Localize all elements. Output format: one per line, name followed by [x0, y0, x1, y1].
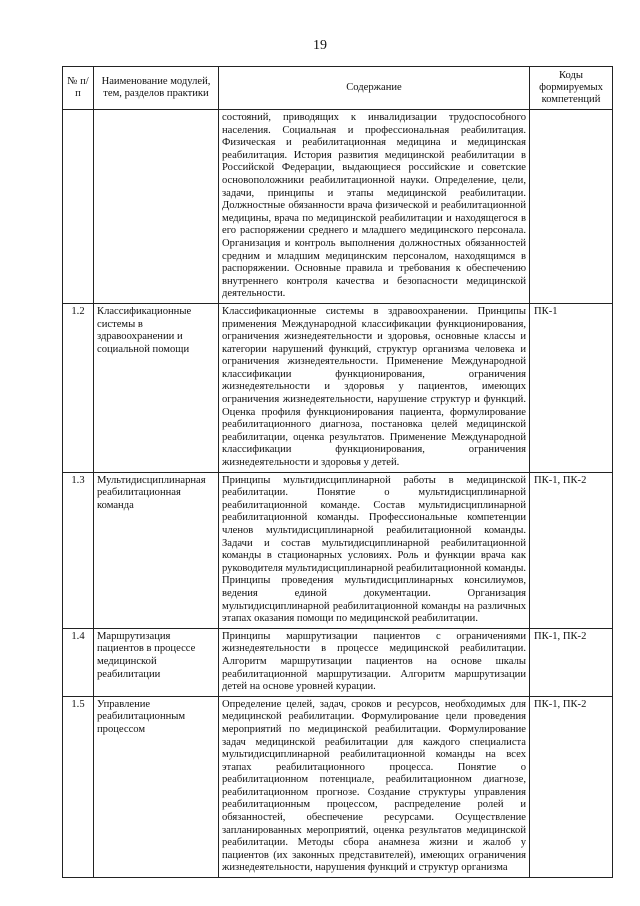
row-codes: ПК-1 [530, 303, 613, 472]
curriculum-table [62, 66, 613, 878]
table-row [63, 696, 613, 877]
table-header-row [63, 67, 613, 110]
row-content: Определение целей, задач, сроков и ресурсов, необходимых для медицинской реабилитации. Формулирование цели проведения мероприятий по медицинской реабилитации. Формулирование задач медицинской реабилитации для каждого специалиста мультидисциплинарной реабилитационной команды на всех этапах реабилитационного процесса. Понятие о реабилитационном потенциале, реабилитационном диагнозе, реабилитационном прогнозе. Создание структуры управления реабилитационным процессом, распределение ролей и обязанностей, обеспечение ресурсами. Осуществление запланированных мероприятий, оценка результатов медицинской реабилитации. Методы сбора анамнеза жизни и жалоб у пациентов (их законных представителей), имеющих ограничения жизнедеятельности, нарушения функций и структур организма [219, 696, 530, 877]
table-row [63, 628, 613, 696]
row-codes: ПК-1, ПК-2 [530, 472, 613, 628]
row-content: Принципы маршрутизации пациентов с ограничениями жизнедеятельности в процессе медицинской реабилитации. Алгоритм маршрутизации пациентов на основе шкалы реабилитационной маршрутизации. Алгоритм маршрутизации детей на основе уровней курации. [219, 628, 530, 696]
row-codes: ПК-1, ПК-2 [530, 628, 613, 696]
table-row [63, 110, 613, 304]
row-num: 1.5 [63, 696, 94, 877]
row-codes: ПК-1, ПК-2 [530, 696, 613, 877]
header-num: № п/п [63, 67, 94, 110]
row-num: 1.4 [63, 628, 94, 696]
row-content: состояний, приводящих к инвалидизации трудоспособного населения. Социальная и профессиональная реабилитация. Физическая и реабилитационная медицина и медицинская реабилитация. История развития медицинской реабилитации в Российской Федерации, выдающиеся российские и советские основоположники реабилитационной науки. Определение, цели, задачи, принципы и этапы медицинской реабилитации. Должностные обязанности врача физической и реабилитационной медицины, врача по медицинской реабилитации и находящегося в его распоряжении среднего и младшего медицинского персонала. Организация и контроль выполнения должностных обязанностей средним и младшим медицинским персоналом, находящимся в распоряжении. Основные правила и требования к обеспечению внутреннего контроля качества и безопасности медицинской деятельности. [219, 110, 530, 304]
page-number: 19 [313, 38, 327, 53]
row-name [94, 110, 219, 304]
row-num: 1.3 [63, 472, 94, 628]
row-content: Классификационные системы в здравоохранении. Принципы применения Международной классификации функционирования, ограничения жизнедеятельности и здоровья, основные классы и категории нарушений функций, структур организма человека и ограничения жизнедеятельности. Применение Международной классификации функционирования, ограничения жизнедеятельности и здоровья у пациентов, имеющих ограничения жизнедеятельности, нарушение структур и функций. Оценка профиля функционирования пациента, формулирование реабилитационного диагноза, постановка целей медицинской реабилитации, оценка результатов. Применение Международной классификации функционирования, ограничения жизнедеятельности и здоровья у детей. [219, 303, 530, 472]
row-num [63, 110, 94, 304]
row-name: Мультидисциплинарная реабилитационная команда [94, 472, 219, 628]
table-row [63, 303, 613, 472]
row-num: 1.2 [63, 303, 94, 472]
table-row [63, 472, 613, 628]
row-name: Маршрутизация пациентов в процессе медицинской реабилитации [94, 628, 219, 696]
header-codes: Коды формируемых компетенций [530, 67, 613, 110]
row-codes [530, 110, 613, 304]
row-content: Принципы мультидисциплинарной работы в медицинской реабилитации. Понятие о мультидисциплинарной реабилитационной команде. Состав мультидисциплинарной реабилитационной команды. Профессиональные компетенции членов мультидисциплинарной реабилитационной команды. Задачи и состав мультидисциплинарной реабилитационной команды в стационарных условиях. Роль и функции врача как руководителя мультидисциплинарной реабилитационной команды. Принципы проведения мультидисциплинарных консилиумов, ведения единой документации. Организация мультидисциплинарной реабилитационной команды на различных этапах оказания помощи по медицинской реабилитации. [219, 472, 530, 628]
row-name: Классификационные системы в здравоохранении и социальной помощи [94, 303, 219, 472]
header-content: Содержание [219, 67, 530, 110]
row-name: Управление реабилитационным процессом [94, 696, 219, 877]
header-name: Наименование модулей, тем, разделов практики [94, 67, 219, 110]
